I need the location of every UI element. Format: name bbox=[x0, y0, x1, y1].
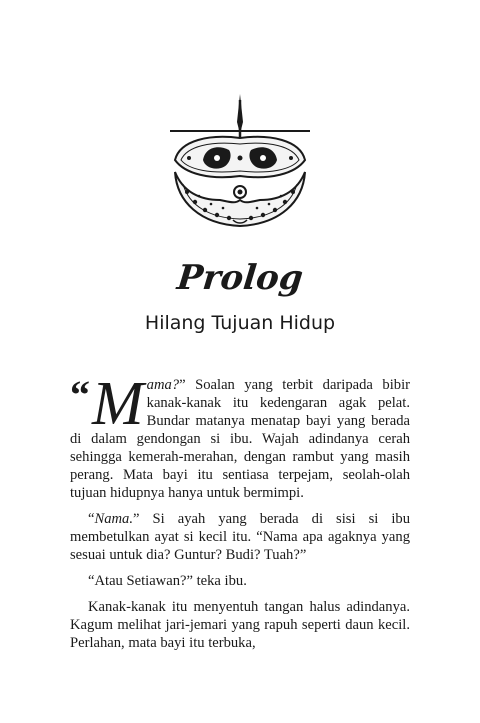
paragraph-3: “Atau Setiawan?” teka ibu. bbox=[88, 573, 247, 589]
opening-quote: “ bbox=[70, 372, 90, 417]
paragraph-4: Kanak-kanak itu menyentuh tangan halus adindanya. Kagum melihat jari-jemari yang rapuh seperti daun kecil. Perlahan, mata bayi itu terbuka, bbox=[70, 599, 410, 651]
paragraph-2-open-quote: “ bbox=[88, 511, 95, 527]
paragraph-1-emphasis: ama? bbox=[146, 377, 180, 393]
paragraph-1-text: ” Soalan yang terbit daripada bibir kanak-kanak itu kedengaran agak pelat. Bundar matanya menatap bayi yang berada di dalam gendongan si ibu. Wajah adindanya cerah sehingga kemerah-merahan, dengan rambut yang masih perang. Mata bayi itu sentiasa terpejam, seolah-olah tujuan hidupnya hanya untuk bermimpi. bbox=[70, 377, 410, 501]
wayang-ornament-icon bbox=[165, 92, 315, 242]
paragraph-2 bbox=[70, 510, 410, 564]
paragraph-2-text: ” Si ayah yang berada di sisi si ibu membetulkan ayat si kecil itu. “Nama apa agaknya yang sesuai untuk dia? Guntur? Budi? Tuah?” bbox=[70, 511, 410, 563]
paragraph-2-emphasis: Nama. bbox=[94, 511, 133, 527]
drop-cap: M bbox=[92, 370, 144, 438]
paragraph-1 bbox=[70, 370, 410, 502]
chapter-title: Prolog bbox=[175, 258, 305, 298]
chapter-subtitle: Hilang Tujuan Hidup bbox=[144, 312, 336, 334]
chapter-body bbox=[70, 370, 410, 660]
